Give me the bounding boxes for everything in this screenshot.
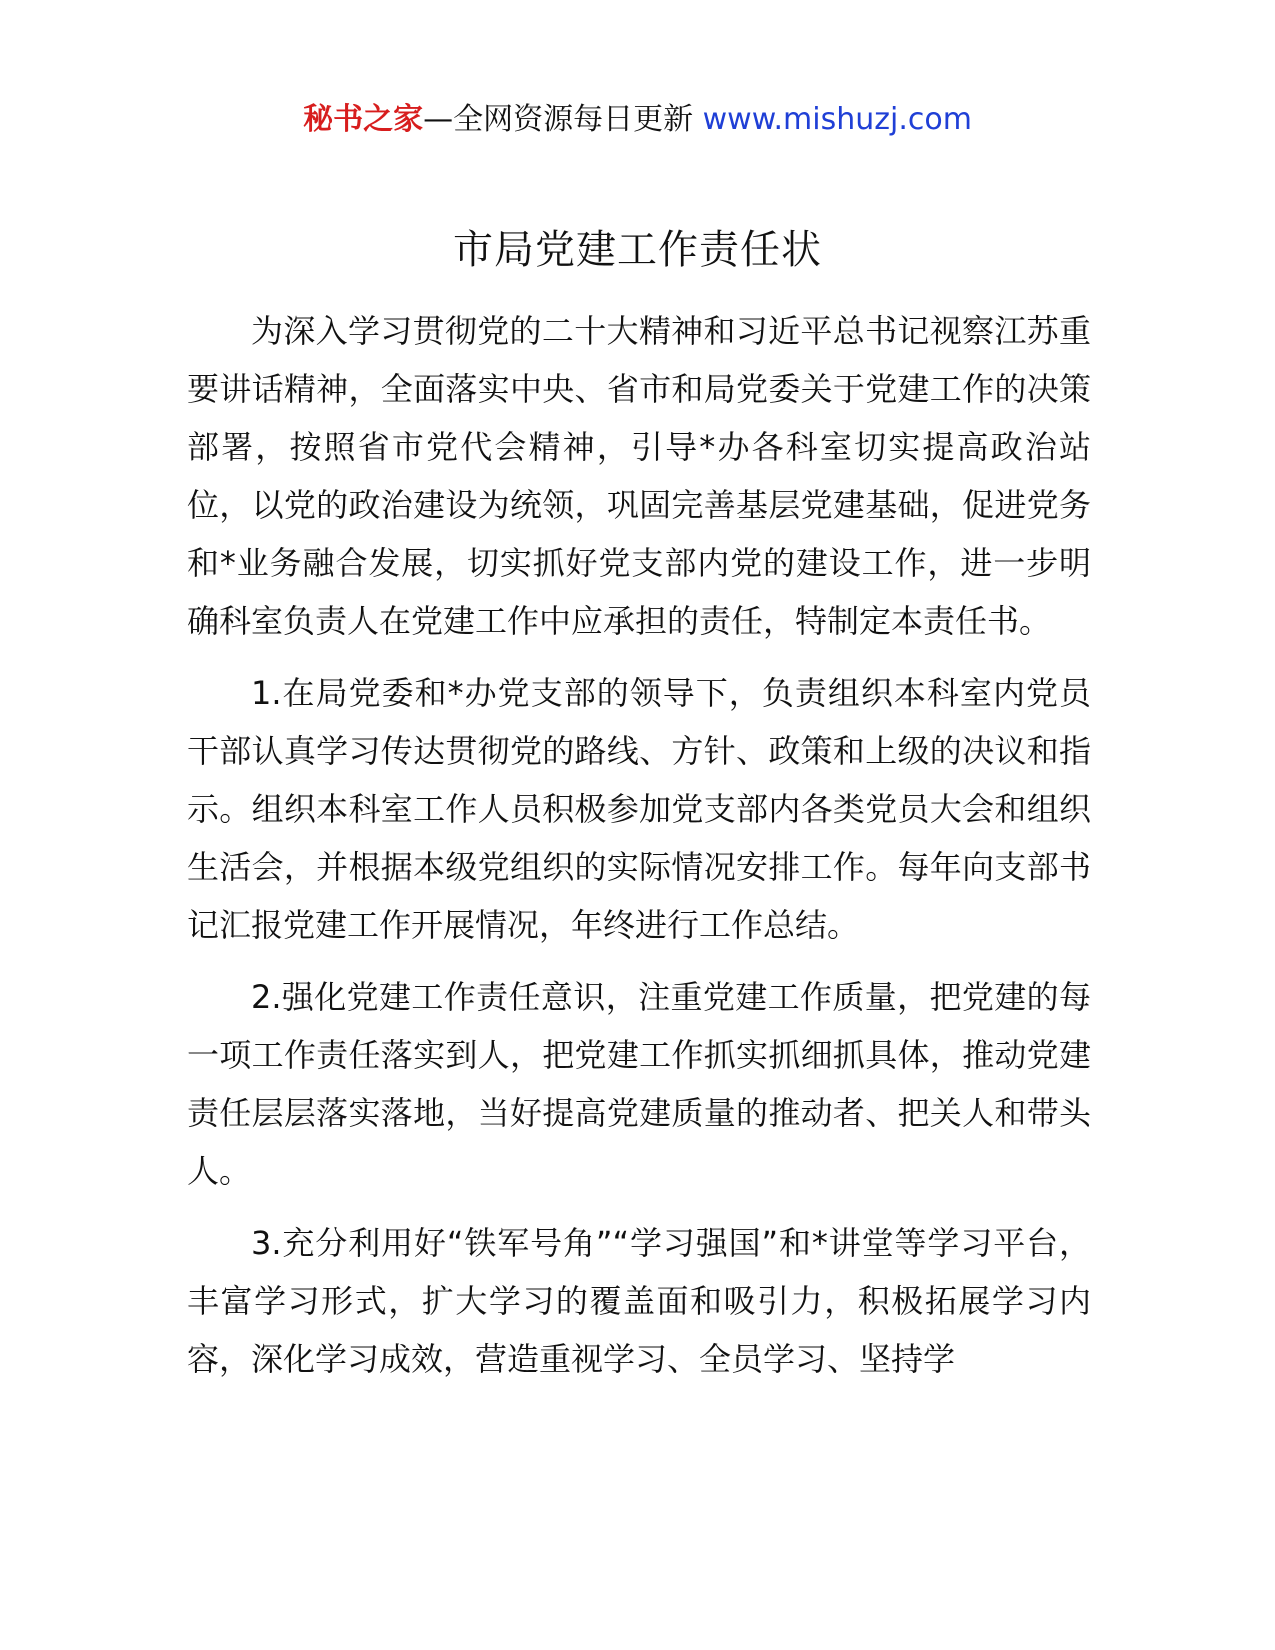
header-tagline: —全网资源每日更新: [423, 102, 703, 137]
paragraph-item-2: 2.强化党建工作责任意识，注重党建工作质量，把党建的每一项工作责任落实到人，把党建工作抓实抓细抓具体，推动党建责任层层落实落地，当好提高党建质量的推动者、把关人和带头人。: [187, 978, 1091, 1190]
paragraph-item-1: 1.在局党委和*办党支部的领导下，负责组织本科室内党员干部认真学习传达贯彻党的路线、方针、政策和上级的决议和指示。组织本科室工作人员积极参加党支部内各类党员大会和组织生活会，并根据本级党组织的实际情况安排工作。每年向支部书记汇报党建工作开展情况，年终进行工作总结。: [187, 674, 1091, 944]
site-header: [0, 98, 1275, 142]
document-title: 市局党建工作责任状: [453, 227, 822, 273]
site-url-link[interactable]: www.mishuzj.com: [702, 102, 972, 137]
brand-name: 秘书之家: [303, 102, 424, 137]
document-body: [187, 302, 1091, 1402]
paragraph-item-3: 3.充分利用好“铁军号角”“学习强国”和*讲堂等学习平台，丰富学习形式，扩大学习的覆盖面和吸引力，积极拓展学习内容，深化学习成效，营造重视学习、全员学习、坚持学: [187, 1224, 1091, 1378]
paragraph-intro: 为深入学习贯彻党的二十大精神和习近平总书记视察江苏重要讲话精神，全面落实中央、省市和局党委关于党建工作的决策部署，按照省市党代会精神，引导*办各科室切实提高政治站位，以党的政治建设为统领，巩固完善基层党建基础，促进党务和*业务融合发展，切实抓好党支部内党的建设工作，进一步明确科室负责人在党建工作中应承担的责任，特制定本责任书。: [187, 312, 1091, 640]
